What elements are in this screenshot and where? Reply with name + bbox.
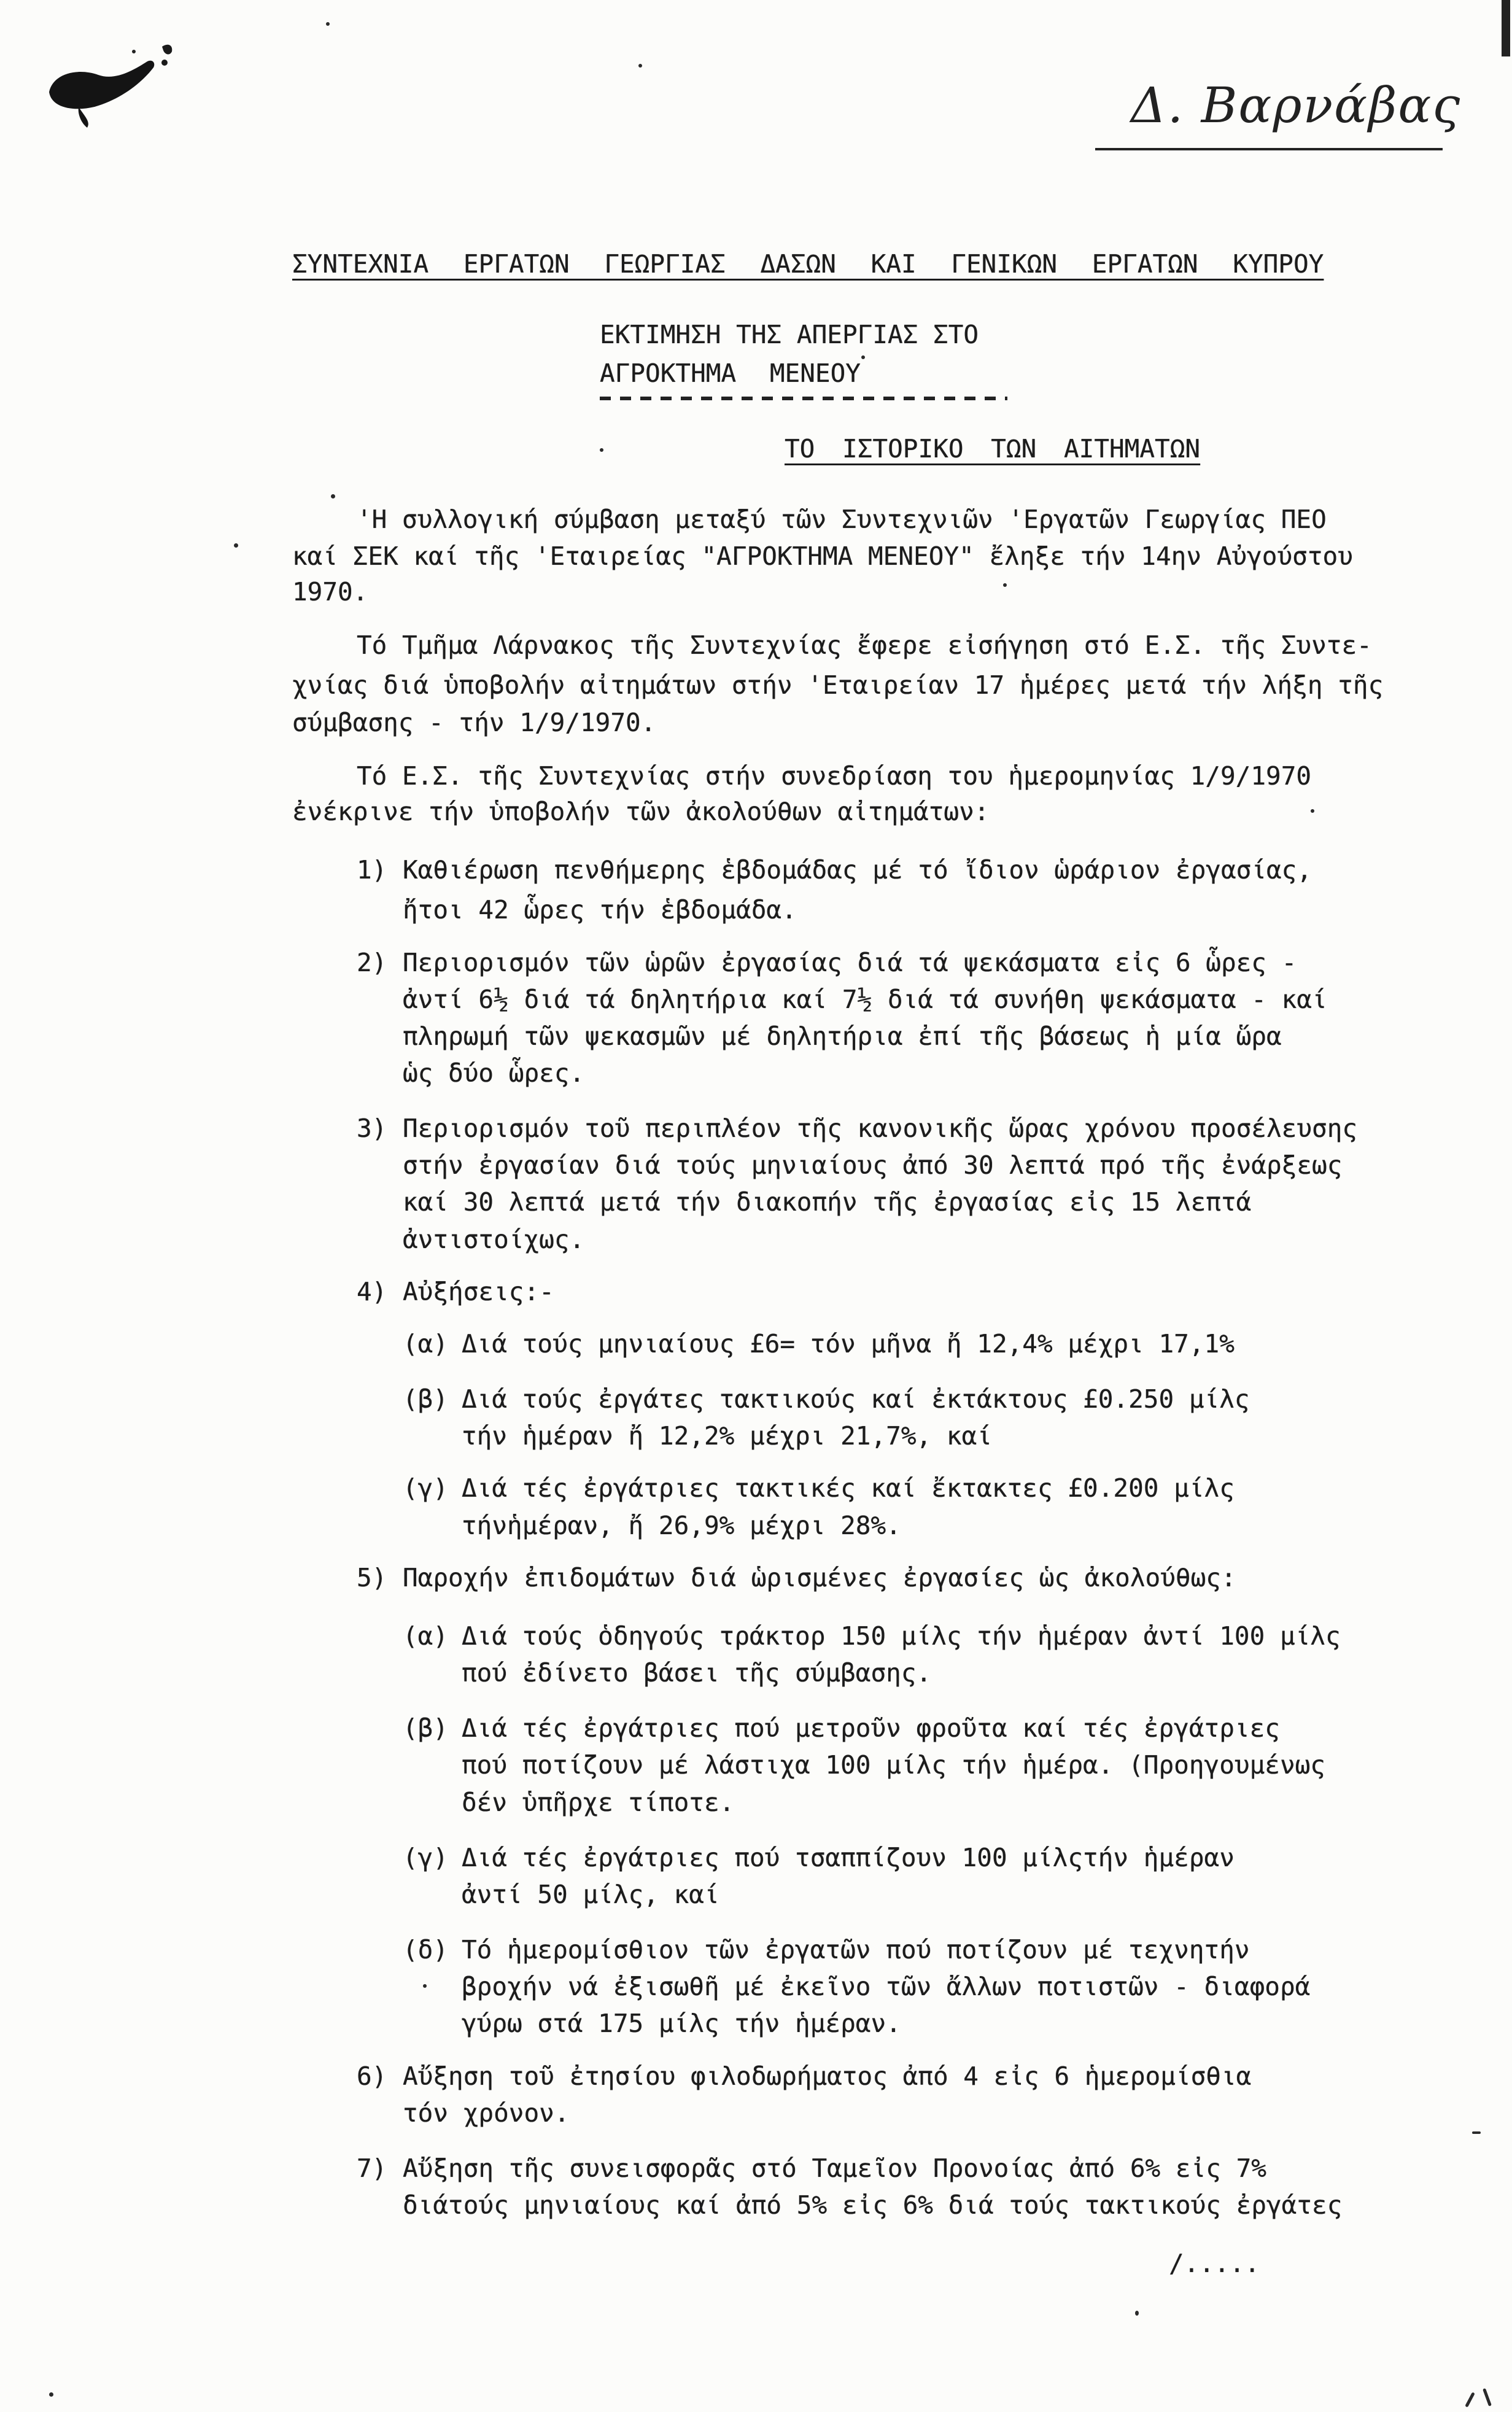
title-line: ΑΓΡΟΚΤΗΜΑ ΜΕΝΕΟΥ — [600, 359, 861, 388]
demand-line: ἀντιστοίχως. — [403, 1225, 585, 1254]
demand-line: στήν ἐργασίαν διά τούς μηνιαίους ἀπό 30 λεπτά πρό τῆς ἐνάρξεως — [403, 1150, 1343, 1180]
subitem-label: (γ) — [403, 1843, 449, 1872]
subitem-line: Διά τές ἐργάτριες πού τσαππίζουν 100 μίλςτήν ἡμέραν — [462, 1843, 1235, 1872]
demand-number: 1) — [357, 855, 387, 885]
subitem-label: (α) — [403, 1329, 449, 1359]
scan-speck — [1465, 2392, 1475, 2407]
paragraph-line: σύμβασης - τήν 1/9/1970. — [292, 708, 656, 737]
paragraph-line: Τό Τμῆμα Λάρνακος τῆς Συντεχνίας ἔφερε εἰσήγηση στό Ε.Σ. τῆς Συντε- — [357, 630, 1372, 660]
scan-speck — [1483, 2388, 1492, 2406]
handwritten-annotation: Δ. Βαρνάβας — [1131, 77, 1462, 134]
scan-speck — [331, 494, 335, 498]
scan-speck — [638, 64, 642, 68]
demand-number: 4) — [357, 1277, 387, 1306]
title-dashed-underline — [600, 397, 1007, 400]
paragraph-line: 'Η συλλογική σύμβαση μεταξύ τῶν Συντεχνιῶν 'Εργατῶν Γεωργίας ΠΕΟ — [357, 505, 1327, 534]
subitem-label: (β) — [403, 1713, 449, 1743]
demand-line: ἤτοι 42 ὧρες τήν ἑβδομάδα. — [403, 895, 797, 925]
scan-speck — [861, 355, 865, 359]
scan-speck — [49, 2392, 53, 2397]
organization-header: ΣΥΝΤΕΧΝΙΑ ΕΡΓΑΤΩΝ ΓΕΩΡΓΙΑΣ ΔΑΣΩΝ ΚΑΙ ΓΕΝΙΚΩΝ ΕΡΓΑΤΩΝ ΚΥΠΡΟΥ — [292, 249, 1324, 279]
edge-mark — [1502, 0, 1510, 56]
subitem-line: πού ἐδίνετο βάσει τῆς σύμβασης. — [462, 1658, 932, 1688]
title-line: ΕΚΤΙΜΗΣΗ ΤΗΣ ΑΠΕΡΓΙΑΣ ΣΤΟ — [600, 320, 979, 349]
demand-line: τόν χρόνον. — [403, 2098, 570, 2128]
subitem-line: Διά τούς ἐργάτες τακτικούς καί ἐκτάκτους £0.250 μίλς — [462, 1384, 1250, 1414]
scan-speck — [423, 1984, 427, 1988]
demand-number: 2) — [357, 948, 387, 977]
subitem-line: γύρω στά 175 μίλς τήν ἡμέραν. — [462, 2009, 901, 2038]
demand-line: καί 30 λεπτά μετά τήν διακοπήν τῆς ἐργασίας εἰς 15 λεπτά — [403, 1187, 1252, 1217]
paragraph-line: ἐνέκρινε τήν ὑποβολήν τῶν ἀκολούθων αἰτημάτων: — [292, 797, 990, 826]
ink-blot — [42, 38, 183, 130]
demand-line: ὡς δύο ὧρες. — [403, 1058, 585, 1088]
scan-speck — [1311, 809, 1314, 813]
paragraph-line: καί ΣΕΚ καί τῆς 'Εταιρείας "ΑΓΡΟΚΤΗΜΑ ΜΕΝΕΟΥ" ἔληξε τήν 14ην Αὐγούστου — [292, 541, 1353, 571]
demand-line: Αὔξηση τῆς συνεισφορᾶς στό Ταμεῖον Προνοίας ἀπό 6% εἰς 7% — [403, 2154, 1266, 2183]
subitem-label: (γ) — [403, 1473, 449, 1503]
annotation-underline — [1095, 148, 1443, 150]
subitem-line: ἀντί 50 μίλς, καί — [462, 1880, 719, 1909]
subitem-label: (β) — [403, 1384, 449, 1414]
subitem-line: Διά τούς ὁδηγούς τράκτορ 150 μίλς τήν ἡμέραν ἀντί 100 μίλς — [462, 1621, 1341, 1651]
subitem-line: Διά τές ἐργάτριες τακτικές καί ἔκτακτες £0.200 μίλς — [462, 1473, 1235, 1503]
paragraph-line: 1970. — [292, 577, 368, 607]
demand-line: Αὐξήσεις:- — [403, 1277, 554, 1306]
subitem-line: τήνἡμέραν, ἤ 26,9% μέχρι 28%. — [462, 1511, 901, 1540]
demand-line: πληρωμή τῶν ψεκασμῶν μέ δηλητήρια ἐπί τῆς βάσεως ἡ μία ὥρα — [403, 1022, 1282, 1051]
subitem-line: Διά τές ἐργάτριες πού μετροῦν φροῦτα καί τές ἐργάτριες — [462, 1713, 1280, 1743]
demand-number: 3) — [357, 1114, 387, 1143]
demand-line: Περιορισμόν τῶν ὡρῶν ἐργασίας διά τά ψεκάσματα εἰς 6 ὧρες - — [403, 948, 1297, 977]
paragraph-line: Τό Ε.Σ. τῆς Συντεχνίας στήν συνεδρίαση του ἡμερομηνίας 1/9/1970 — [357, 761, 1312, 791]
subitem-label: (α) — [403, 1621, 449, 1651]
demand-line: Αὔξηση τοῦ ἐτησίου φιλοδωρήματος ἀπό 4 εἰς 6 ἡμερομίσθια — [403, 2061, 1252, 2091]
subitem-line: τήν ἡμέραν ἤ 12,2% μέχρι 21,7%, καί — [462, 1421, 992, 1451]
continuation-mark: /..... — [1169, 2249, 1260, 2278]
scan-speck — [1135, 2311, 1139, 2316]
scan-speck — [326, 22, 330, 26]
subitem-line: Διά τούς μηνιαίους £6= τόν μῆνα ἤ 12,4% μέχρι 17,1% — [462, 1329, 1235, 1359]
subitem-line: βροχήν νά ἐξισωθῆ μέ ἐκεῖνο τῶν ἄλλων ποτιστῶν - διαφορά — [462, 1972, 1311, 2001]
demand-line: Περιορισμόν τοῦ περιπλέον τῆς κανονικῆς ὥρας χρόνου προσέλευσης — [403, 1114, 1358, 1143]
demand-line: ἀντί 6½ διά τά δηλητήρια καί 7½ διά τά συνήθη ψεκάσματα - καί — [403, 985, 1327, 1014]
subitem-line: Τό ἡμερομίσθιον τῶν ἐργατῶν πού ποτίζουν μέ τεχνητήν — [462, 1935, 1250, 1964]
subitem-line: πού ποτίζουν μέ λάστιχα 100 μίλς τήν ἡμέρα. (Προηγουμένως — [462, 1750, 1325, 1780]
demand-number: 5) — [357, 1563, 387, 1592]
scan-speck — [600, 448, 603, 452]
subitem-line: δέν ὑπῆρχε τίποτε. — [462, 1788, 735, 1817]
section-subtitle: ΤΟ ΙΣΤΟΡΙΚΟ ΤΩΝ ΑΙΤΗΜΑΤΩΝ — [785, 434, 1201, 463]
scan-speck — [1003, 583, 1007, 587]
demand-line: διάτούς μηνιαίους καί ἀπό 5% εἰς 6% διά τούς τακτικούς ἐργάτες — [403, 2190, 1343, 2220]
subitem-label: (δ) — [403, 1935, 449, 1964]
scan-speck — [234, 543, 238, 548]
demand-number: 6) — [357, 2061, 387, 2091]
demand-line: Καθιέρωση πενθήμερης ἑβδομάδας μέ τό ἴδιον ὡράριον ἐργασίας, — [403, 855, 1312, 885]
scan-speck — [1472, 2131, 1481, 2134]
paragraph-line: χνίας διά ὑποβολήν αἰτημάτων στήν 'Εταιρείαν 17 ἡμέρες μετά τήν λήξη τῆς — [292, 670, 1384, 700]
demand-line: Παροχήν ἐπιδομάτων διά ὡρισμένες ἐργασίες ὡς ἀκολούθως: — [403, 1563, 1236, 1592]
demand-number: 7) — [357, 2154, 387, 2183]
